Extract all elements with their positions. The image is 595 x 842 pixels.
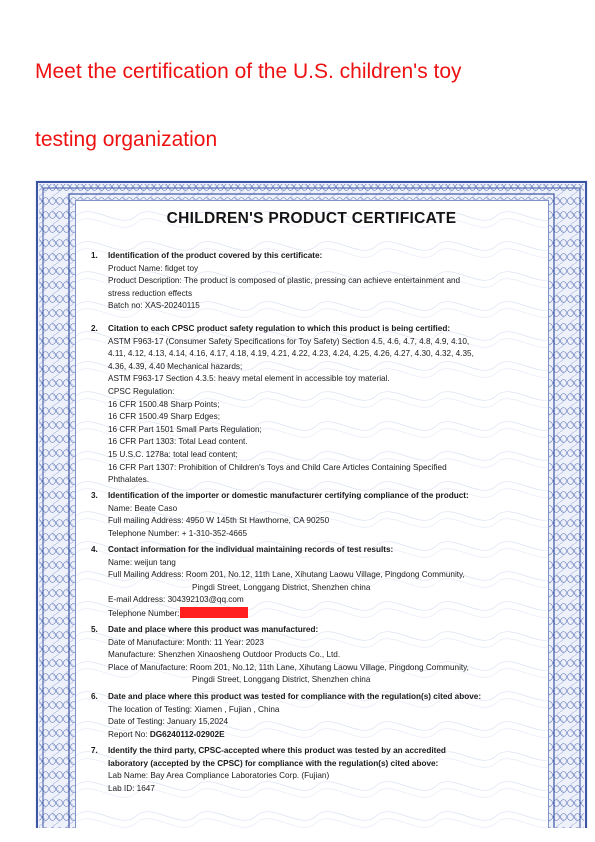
section-heading: Citation to each CPSC product safety regulation to which this product is being certified: <box>108 324 451 333</box>
regulation-line: 4.36, 4.39, 4.40 Mechanical hazards; <box>108 361 243 371</box>
contact-name: Name: weijun tang <box>108 557 176 567</box>
regulation-line: 4.11, 4.12, 4.13, 4.14, 4.16, 4.17, 4.18, 4.19, 4.21, 4.22, 4.23, 4.24, 4.25, 4.26, 4.27, 4.30, 4.32, 4.35, <box>108 349 474 359</box>
regulation-line: ASTM F963-17 (Consumer Safety Specifications for Toy Safety) Section 4.5, 4.6, 4.7, 4.8, 4.9, 4.10, <box>108 336 470 346</box>
product-description-cont: stress reduction effects <box>108 288 193 298</box>
section-heading: Date and place where this product was manufactured: <box>108 625 319 634</box>
section-heading: Identification of the product covered by this certificate: <box>108 251 323 260</box>
manufacture-date: Date of Manufacture: Month: 11 Year: 2023 <box>108 637 264 647</box>
phone-label: Telephone Number: <box>108 608 180 618</box>
batch-number: Batch no: XAS-20240115 <box>108 301 200 311</box>
manufacture-place: Place of Manufacture: Room 201, No.12, 11th Lane, Xihutang Laowu Village, Pingdong Community, <box>108 662 469 672</box>
regulation-line: ASTM F963-17 Section 4.3.5: heavy metal element in accessible toy material. <box>108 374 390 384</box>
contact-email: E-mail Address: 304392103@qq.com <box>108 595 244 605</box>
regulation-line: CPSC Regulation: <box>108 386 175 396</box>
certificate <box>35 180 588 828</box>
section-2 <box>91 323 531 487</box>
section-number: 1. <box>91 251 98 260</box>
certificate-title: CHILDREN'S PRODUCT CERTIFICATE <box>166 210 457 227</box>
importer-address: Full mailing Address: 4950 W 145th St Hawthorne, CA 90250 <box>108 516 330 526</box>
section-7 <box>91 745 531 795</box>
regulation-line: 16 CFR Part 1501 Small Parts Regulation; <box>108 424 262 434</box>
report-label: Report No: <box>108 729 150 739</box>
lab-id: Lab ID: 1647 <box>108 783 155 793</box>
regulation-line: 16 CFR Part 1303: Total Lead content. <box>108 437 248 447</box>
section-number: 4. <box>91 545 98 554</box>
contact-address-cont: Pingdi Street, Longgang District, Shenzhen china <box>192 582 371 592</box>
regulation-line: 16 CFR 1500.48 Sharp Points; <box>108 399 220 409</box>
contact-phone <box>108 607 531 621</box>
section-1 <box>91 250 531 313</box>
redacted-phone <box>180 607 248 618</box>
section-6 <box>91 691 531 741</box>
testing-date: Date of Testing: January 15,2024 <box>108 717 229 727</box>
report-value: DG6240112-02902E <box>149 729 225 739</box>
manufacturer: Manufacture: Shenzhen Xinaosheng Outdoor Products Co., Ltd. <box>108 650 341 660</box>
regulation-line: 16 CFR 1500.49 Sharp Edges; <box>108 412 220 422</box>
section-number: 2. <box>91 324 98 333</box>
section-heading: Identify the third party, CPSC-accepted where this product was tested by an accredited <box>108 746 446 755</box>
section-number: 5. <box>91 625 98 634</box>
section-heading: Date and place where this product was tested for compliance with the regulation(s) cited above: <box>108 692 482 701</box>
product-description: Product Description: The product is composed of plastic, pressing can achieve entertainment and <box>108 276 461 286</box>
product-name: Product Name: fidget toy <box>108 263 199 273</box>
contact-address: Full Mailing Address: Room 201, No.12, 11th Lane, Xihutang Laowu Village, Pingdong Community, <box>108 570 465 580</box>
importer-phone: Telephone Number: + 1-310-352-4665 <box>108 528 248 538</box>
regulation-line: Phthalates. <box>108 475 149 485</box>
regulation-line: 15 U.S.C. 1278a: total lead content; <box>108 449 238 459</box>
testing-location: The location of Testing: Xiamen , Fujian , China <box>108 704 280 714</box>
section-number: 3. <box>91 491 98 500</box>
manufacture-place-cont: Pingdi Street, Longgang District, Shenzhen china <box>192 675 371 685</box>
importer-name: Name: Beate Caso <box>108 503 178 513</box>
banner-line-1: Meet the certification of the U.S. children's toy <box>35 60 462 83</box>
section-4 <box>91 544 531 621</box>
regulation-line: 16 CFR Part 1307: Prohibition of Children's Toys and Child Care Articles Containing Specified <box>108 462 447 472</box>
section-heading: Identification of the importer or domestic manufacturer certifying compliance of the product: <box>108 491 469 500</box>
banner-line-2: testing organization <box>35 128 218 151</box>
report-number <box>108 729 531 742</box>
section-heading-cont: laboratory (accepted by the CPSC) for compliance with the regulation(s) cited above: <box>108 758 439 768</box>
section-number: 6. <box>91 692 98 701</box>
section-number: 7. <box>91 746 98 755</box>
section-heading: Contact information for the individual maintaining records of test results: <box>108 545 394 554</box>
section-5 <box>91 624 531 687</box>
section-3 <box>91 490 531 540</box>
lab-name: Lab Name: Bay Area Compliance Laboratories Corp. (Fujian) <box>108 771 330 781</box>
